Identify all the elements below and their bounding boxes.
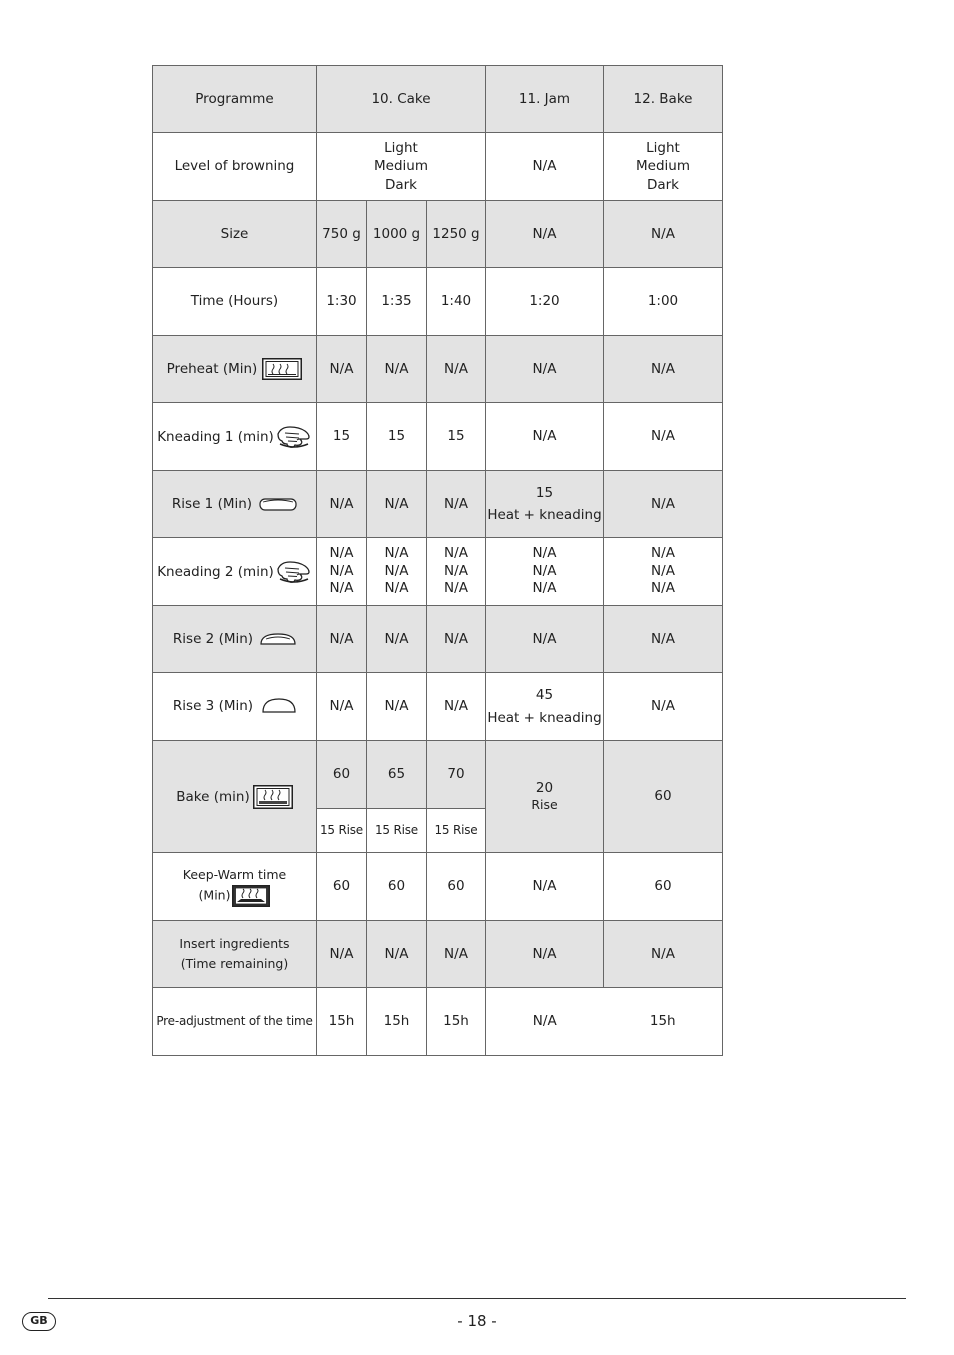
keepwarm-bake: 60 — [604, 853, 723, 921]
row-label-size: Size — [153, 201, 317, 268]
row-label-keepwarm: Keep-Warm time (Min) — [153, 853, 317, 921]
rise3-cake-1: N/A — [317, 673, 367, 741]
insert-cake-3: N/A — [427, 921, 486, 988]
kneading-hand-icon — [276, 424, 312, 450]
preadjust-bake: 15h — [604, 988, 723, 1056]
size-bake: N/A — [604, 201, 723, 268]
row-label-preadjust: Pre-adjustment of the time — [153, 988, 317, 1056]
preheat-cake-3: N/A — [427, 336, 486, 403]
preheat-cake-1: N/A — [317, 336, 367, 403]
kneading2-cake-1: N/A N/A N/A — [317, 538, 367, 606]
rise1-cake-2: N/A — [367, 471, 427, 538]
time-jam: 1:20 — [486, 268, 604, 336]
insert-cake-2: N/A — [367, 921, 427, 988]
kneading2-cake-3: N/A N/A N/A — [427, 538, 486, 606]
bake-rise-cake-3: 15 Rise — [427, 809, 486, 853]
kneading1-bake: N/A — [604, 403, 723, 471]
preheat-jam: N/A — [486, 336, 604, 403]
kneading1-cake-2: 15 — [367, 403, 427, 471]
row-label-kneading1: Kneading 1 (min) — [153, 403, 317, 471]
preheat-cake-2: N/A — [367, 336, 427, 403]
footer-divider — [48, 1298, 906, 1299]
preadjust-cake-2: 15h — [367, 988, 427, 1056]
programme-jam: 11. Jam — [486, 66, 604, 133]
rise3-cake-2: N/A — [367, 673, 427, 741]
rise2-cake-2: N/A — [367, 606, 427, 673]
language-badge: GB — [22, 1312, 56, 1331]
preadjust-row — [153, 988, 723, 1056]
size-cake-1: 750 g — [317, 201, 367, 268]
dough-risen-icon — [262, 697, 296, 715]
rise1-row — [153, 471, 723, 538]
rise2-row — [153, 606, 723, 673]
kneading1-cake-3: 15 — [427, 403, 486, 471]
time-bake: 1:00 — [604, 268, 723, 336]
dough-flat-icon — [259, 496, 297, 512]
rise1-cake-3: N/A — [427, 471, 486, 538]
browning-jam: N/A — [486, 133, 604, 201]
kneading-hand-icon — [276, 559, 312, 585]
rise1-bake: N/A — [604, 471, 723, 538]
keepwarm-cake-3: 60 — [427, 853, 486, 921]
insert-bake: N/A — [604, 921, 723, 988]
bake-rise-cake-2: 15 Rise — [367, 809, 427, 853]
bake-cake-1: 60 — [317, 741, 367, 809]
row-label-bake: Bake (min) — [153, 741, 317, 853]
row-label-rise2: Rise 2 (Min) — [153, 606, 317, 673]
bake-bake: 60 — [604, 741, 723, 853]
size-jam: N/A — [486, 201, 604, 268]
dough-medium-icon — [260, 631, 296, 647]
page-number: - 18 - — [457, 1312, 497, 1330]
preadjust-cake-3: 15h — [427, 988, 486, 1056]
browning-row — [153, 133, 723, 201]
row-label-programme: Programme — [153, 66, 317, 133]
keep-warm-icon — [232, 885, 270, 907]
size-row — [153, 201, 723, 268]
rise3-jam: 45 Heat + kneading — [486, 673, 604, 741]
rise1-cake-1: N/A — [317, 471, 367, 538]
bake-rise-cake-1: 15 Rise — [317, 809, 367, 853]
rise1-jam: 15 Heat + kneading — [486, 471, 604, 538]
programme-bake: 12. Bake — [604, 66, 723, 133]
kneading2-bake: N/A N/A N/A — [604, 538, 723, 606]
kneading2-row — [153, 538, 723, 606]
rise2-bake: N/A — [604, 606, 723, 673]
keepwarm-jam: N/A — [486, 853, 604, 921]
bake-cake-3: 70 — [427, 741, 486, 809]
rise2-jam: N/A — [486, 606, 604, 673]
size-cake-2: 1000 g — [367, 201, 427, 268]
time-row — [153, 268, 723, 336]
row-label-browning: Level of browning — [153, 133, 317, 201]
header-row — [153, 66, 723, 133]
insert-row — [153, 921, 723, 988]
time-cake-2: 1:35 — [367, 268, 427, 336]
browning-cake: Light Medium Dark — [317, 133, 486, 201]
keepwarm-cake-1: 60 — [317, 853, 367, 921]
kneading2-jam: N/A N/A N/A — [486, 538, 604, 606]
rise2-cake-3: N/A — [427, 606, 486, 673]
size-cake-3: 1250 g — [427, 201, 486, 268]
preheat-bake: N/A — [604, 336, 723, 403]
programme-table — [152, 65, 723, 1056]
insert-cake-1: N/A — [317, 921, 367, 988]
bake-jam: 20 Rise — [486, 741, 604, 853]
preheat-row — [153, 336, 723, 403]
rise3-bake: N/A — [604, 673, 723, 741]
browning-bake: Light Medium Dark — [604, 133, 723, 201]
row-label-rise1: Rise 1 (Min) — [153, 471, 317, 538]
row-label-preheat: Preheat (Min) — [153, 336, 317, 403]
insert-jam: N/A — [486, 921, 604, 988]
keepwarm-cake-2: 60 — [367, 853, 427, 921]
row-label-kneading2: Kneading 2 (min) — [153, 538, 317, 606]
row-label-time: Time (Hours) — [153, 268, 317, 336]
kneading2-cake-2: N/A N/A N/A — [367, 538, 427, 606]
kneading1-row — [153, 403, 723, 471]
time-cake-3: 1:40 — [427, 268, 486, 336]
row-label-insert: Insert ingredients (Time remaining) — [153, 921, 317, 988]
bake-row — [153, 741, 723, 809]
bake-oven-icon — [253, 785, 293, 809]
bake-cake-2: 65 — [367, 741, 427, 809]
time-cake-1: 1:30 — [317, 268, 367, 336]
preadjust-cake-1: 15h — [317, 988, 367, 1056]
rise3-row — [153, 673, 723, 741]
rise2-cake-1: N/A — [317, 606, 367, 673]
keepwarm-row — [153, 853, 723, 921]
preheat-icon — [262, 358, 302, 380]
programme-cake: 10. Cake — [317, 66, 486, 133]
kneading1-jam: N/A — [486, 403, 604, 471]
row-label-rise3: Rise 3 (Min) — [153, 673, 317, 741]
rise3-cake-3: N/A — [427, 673, 486, 741]
kneading1-cake-1: 15 — [317, 403, 367, 471]
preadjust-jam: N/A — [486, 988, 604, 1056]
